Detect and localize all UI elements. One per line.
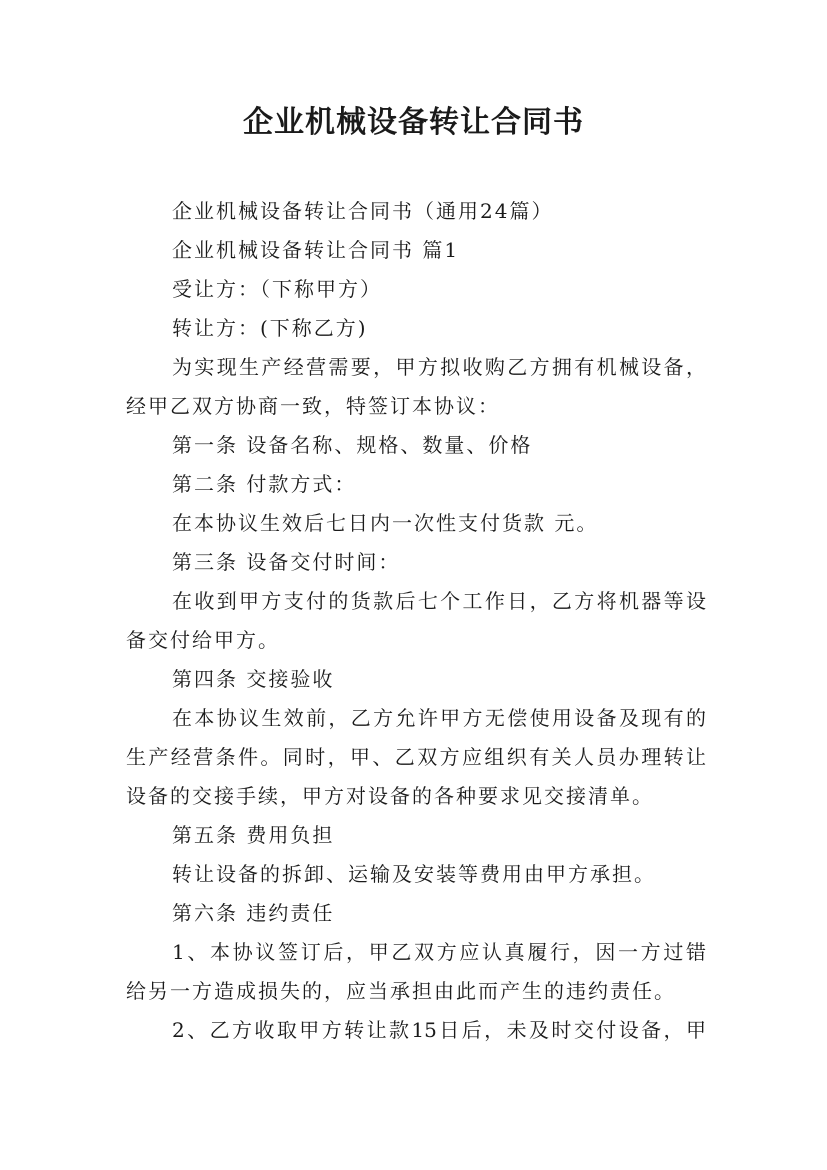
text-line: 第四条 交接验收 <box>172 667 335 691</box>
text-line: 第三条 设备交付时间： <box>172 550 401 574</box>
text-line: 生产经营条件。同时，甲、乙双方应组织有关人员办理转让 <box>126 745 706 769</box>
text-line: 转让设备的拆卸、运输及安装等费用由甲方承担。 <box>172 862 656 886</box>
text-line: 备交付给甲方。 <box>126 628 280 652</box>
document-body <box>126 192 706 1050</box>
text-line: 受让方：（下称甲方） <box>172 277 382 301</box>
text-line: 第二条 付款方式： <box>172 472 357 496</box>
text-line: 为实现生产经营需要，甲方拟收购乙方拥有机械设备， <box>172 355 706 379</box>
text-line: 经甲乙双方协商一致，特签订本协议： <box>126 394 500 418</box>
text-line: 2、乙方收取甲方转让款15日后，未及时交付设备，甲 <box>172 1018 706 1042</box>
text-line: 在本协议生效后七日内一次性支付货款 元。 <box>172 511 599 535</box>
text-line: 转让方：(下称乙方) <box>172 316 368 340</box>
text-line: 第五条 费用负担 <box>172 823 335 847</box>
text-line: 在本协议生效前，乙方允许甲方无偿使用设备及现有的 <box>172 706 706 730</box>
text-line: 在收到甲方支付的货款后七个工作日，乙方将机器等设 <box>172 589 706 613</box>
text-line: 企业机械设备转让合同书（通用24篇） <box>172 199 554 223</box>
text-line: 企业机械设备转让合同书 篇1 <box>172 238 460 262</box>
document-title: 企业机械设备转让合同书 <box>243 105 584 140</box>
text-line: 给另一方造成损失的，应当承担由此而产生的违约责任。 <box>126 979 676 1003</box>
text-line: 第一条 设备名称、规格、数量、价格 <box>172 433 533 457</box>
text-line: 设备的交接手续，甲方对设备的各种要求见交接清单。 <box>126 784 654 808</box>
text-line: 第六条 违约责任 <box>172 901 335 925</box>
text-line: 1、本协议签订后，甲乙双方应认真履行，因一方过错 <box>172 940 706 964</box>
